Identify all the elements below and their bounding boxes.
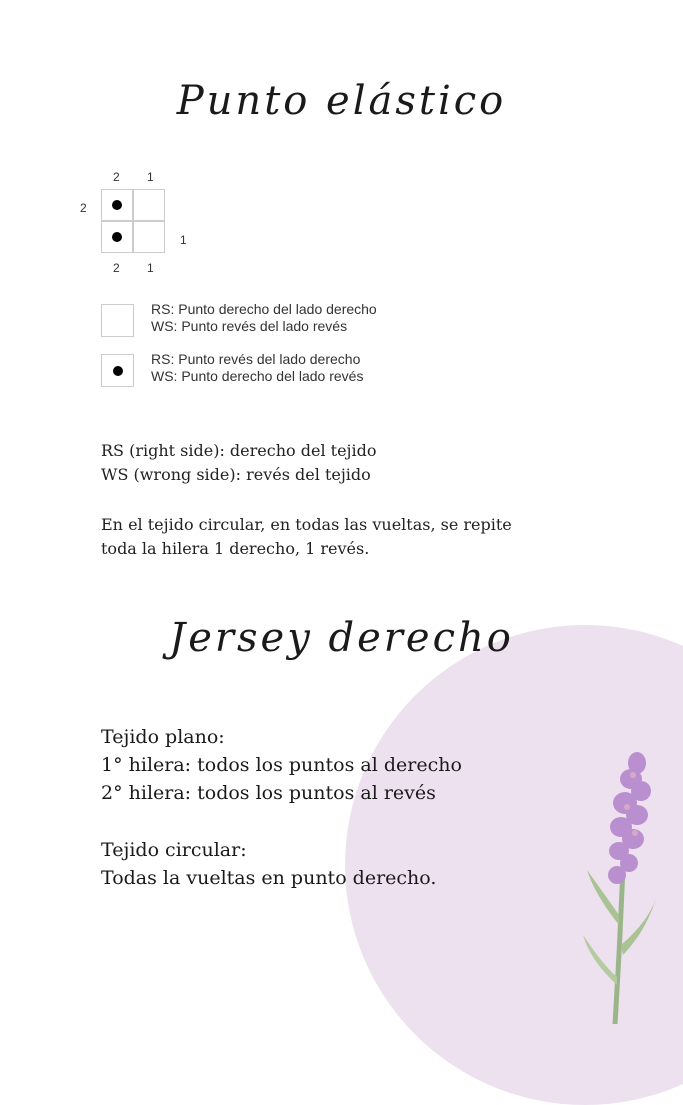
chart-cell-purl [101, 221, 133, 253]
circular-knitting-instructions [101, 836, 436, 892]
chart-col-label-top-1: 1 [147, 170, 154, 184]
stitch-chart [80, 170, 200, 280]
legend-purl-line1: RS: Punto revés del lado derecho [151, 351, 361, 367]
ws-note: WS (wrong side): revés del tejido [101, 465, 371, 484]
chart-cell-knit [133, 221, 165, 253]
circular-note-line2: toda la hilera 1 derecho, 1 revés. [101, 539, 370, 558]
chart-row-label-2: 2 [80, 201, 87, 215]
circular-note [101, 513, 512, 561]
side-notes [101, 439, 377, 487]
chart-cell-knit [133, 189, 165, 221]
section-title-jersey-derecho: Jersey derecho [169, 615, 514, 661]
legend-dot-square-icon [101, 354, 134, 387]
chart-col-label-bottom-2: 2 [113, 261, 120, 275]
legend-knit-line1: RS: Punto derecho del lado derecho [151, 301, 377, 317]
section-title-punto-elastico: Punto elástico [176, 78, 507, 124]
purl-dot-icon [112, 232, 122, 242]
legend-empty-square-icon [101, 304, 134, 337]
purl-dot-icon [113, 366, 123, 376]
chart-cell-purl [101, 189, 133, 221]
circular-note-line1: En el tejido circular, en todas las vueltas, se repite [101, 515, 512, 534]
flat-knitting-instructions [101, 723, 462, 807]
circular-line: Todas la vueltas en punto derecho. [101, 867, 437, 889]
chart-row-label-1: 1 [180, 233, 187, 247]
purl-dot-icon [112, 200, 122, 210]
flat-heading: Tejido plano: [101, 726, 225, 748]
rs-note: RS (right side): derecho del tejido [101, 441, 377, 460]
flat-row-2: 2° hilera: todos los puntos al revés [101, 782, 436, 804]
legend-knit-line2: WS: Punto revés del lado revés [151, 318, 348, 334]
circular-heading: Tejido circular: [101, 839, 247, 861]
lavender-illustration [575, 745, 683, 1024]
chart-col-label-bottom-1: 1 [147, 261, 154, 275]
legend-purl-line2: WS: Punto derecho del lado revés [151, 368, 364, 384]
chart-col-label-top-2: 2 [113, 170, 120, 184]
flat-row-1: 1° hilera: todos los puntos al derecho [101, 754, 462, 776]
